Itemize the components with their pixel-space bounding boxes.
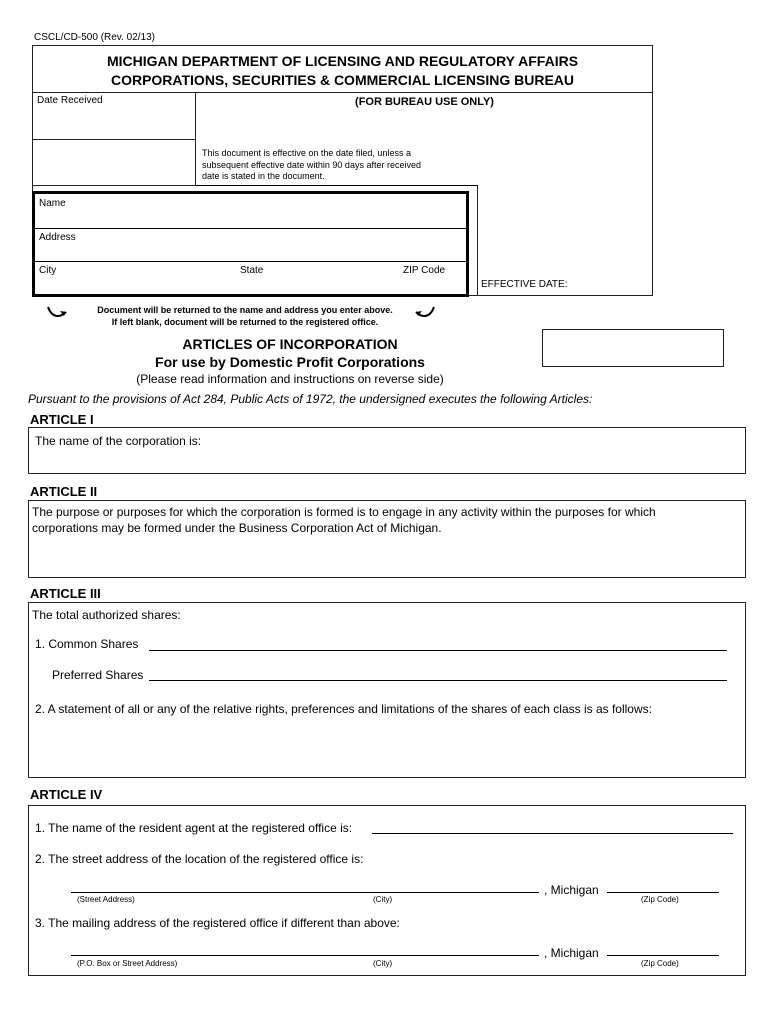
bureau-blank-box bbox=[32, 139, 196, 186]
michigan-label-1: , Michigan bbox=[544, 883, 599, 897]
article-2-box bbox=[28, 500, 746, 578]
article-4-title: ARTICLE IV bbox=[30, 787, 103, 802]
street-address-field[interactable] bbox=[71, 892, 539, 893]
return-note bbox=[70, 304, 420, 328]
divider bbox=[196, 185, 478, 186]
article-1-title: ARTICLE I bbox=[30, 412, 94, 427]
article-2-title: ARTICLE II bbox=[30, 484, 98, 499]
street-address-label: 2. The street address of the location of the registered office is: bbox=[35, 852, 364, 866]
article-2-text bbox=[32, 504, 745, 536]
address-label: Address bbox=[39, 232, 76, 243]
return-note-line-2: If left blank, document will be returned to the registered office. bbox=[111, 317, 379, 327]
article-3-box bbox=[28, 602, 746, 778]
zip-code-field-1[interactable] bbox=[607, 892, 719, 893]
name-field[interactable] bbox=[35, 194, 466, 229]
return-address-box bbox=[32, 191, 469, 297]
effective-note-line-3: date is stated in the document. bbox=[202, 171, 325, 181]
pobox-caption: (P.O. Box or Street Address) bbox=[77, 959, 178, 968]
form-instructions: (Please read information and instructions on reverse side) bbox=[136, 372, 444, 386]
article-3-statement: 2. A statement of all or any of the relative rights, preferences and limitations of the shares of each class is as follows: bbox=[35, 702, 652, 716]
date-received-label: Date Received bbox=[37, 95, 103, 106]
michigan-label-2: , Michigan bbox=[544, 946, 599, 960]
common-shares-field[interactable] bbox=[149, 650, 727, 651]
effective-date-label: EFFECTIVE DATE: bbox=[481, 279, 568, 290]
pursuant-text: Pursuant to the provisions of Act 284, Public Acts of 1972, the undersigned executes the following Articles: bbox=[28, 392, 593, 406]
header-line-2: CORPORATIONS, SECURITIES & COMMERCIAL LICENSING BUREAU bbox=[110, 72, 575, 88]
effective-note-line-2: subsequent effective date within 90 days after received bbox=[202, 159, 421, 170]
name-label: Name bbox=[39, 198, 66, 209]
zip-code-field-2[interactable] bbox=[607, 955, 719, 956]
filing-id-box[interactable] bbox=[542, 329, 724, 367]
article-3-title: ARTICLE III bbox=[30, 586, 101, 601]
form-title: ARTICLES OF INCORPORATION bbox=[182, 336, 398, 352]
effective-note bbox=[202, 148, 421, 183]
address-field[interactable] bbox=[35, 229, 466, 262]
resident-agent-label: 1. The name of the resident agent at the registered office is: bbox=[35, 821, 353, 835]
article-2-text-line-1: The purpose or purposes for which the corporation is formed is to engage in any activity within the purposes for which bbox=[32, 505, 656, 519]
state-label: State bbox=[240, 265, 264, 276]
zip-caption-1: (Zip Code) bbox=[641, 895, 679, 904]
return-note-line-1: Document will be returned to the name and address you enter above. bbox=[97, 305, 393, 315]
header-box bbox=[32, 45, 653, 93]
form-subtitle: For use by Domestic Profit Corporations bbox=[155, 354, 425, 370]
divider-vertical bbox=[477, 185, 478, 296]
street-address-caption: (Street Address) bbox=[77, 895, 135, 904]
curved-arrow-left-icon bbox=[46, 304, 68, 320]
preferred-shares-field[interactable] bbox=[149, 680, 727, 681]
form-id: CSCL/CD-500 (Rev. 02/13) bbox=[34, 32, 155, 43]
header-line-1: MICHIGAN DEPARTMENT OF LICENSING AND REGULATORY AFFAIRS bbox=[106, 53, 579, 69]
mailing-address-field[interactable] bbox=[71, 955, 539, 956]
city-caption-1: (City) bbox=[373, 895, 393, 904]
date-received-box[interactable] bbox=[32, 92, 196, 140]
effective-note-line-1: This document is effective on the date filed, unless a bbox=[202, 148, 411, 158]
zip-caption-2: (Zip Code) bbox=[641, 959, 679, 968]
common-shares-label: 1. Common Shares bbox=[35, 637, 139, 651]
article-4-box bbox=[28, 805, 746, 976]
mailing-address-label: 3. The mailing address of the registered office if different than above: bbox=[35, 916, 400, 930]
article-1-text: The name of the corporation is: bbox=[35, 434, 202, 448]
article-3-intro: The total authorized shares: bbox=[32, 608, 181, 622]
zip-label: ZIP Code bbox=[403, 265, 446, 276]
city-caption-2: (City) bbox=[373, 959, 393, 968]
curved-arrow-right-icon bbox=[414, 304, 436, 320]
article-2-text-line-2: corporations may be formed under the Business Corporation Act of Michigan. bbox=[32, 521, 442, 535]
article-1-box[interactable] bbox=[28, 427, 746, 474]
city-label: City bbox=[39, 265, 57, 276]
resident-agent-field[interactable] bbox=[372, 833, 733, 834]
preferred-shares-label: Preferred Shares bbox=[52, 668, 144, 682]
city-state-zip-field[interactable] bbox=[35, 262, 466, 294]
bureau-use-label: (FOR BUREAU USE ONLY) bbox=[355, 96, 494, 108]
